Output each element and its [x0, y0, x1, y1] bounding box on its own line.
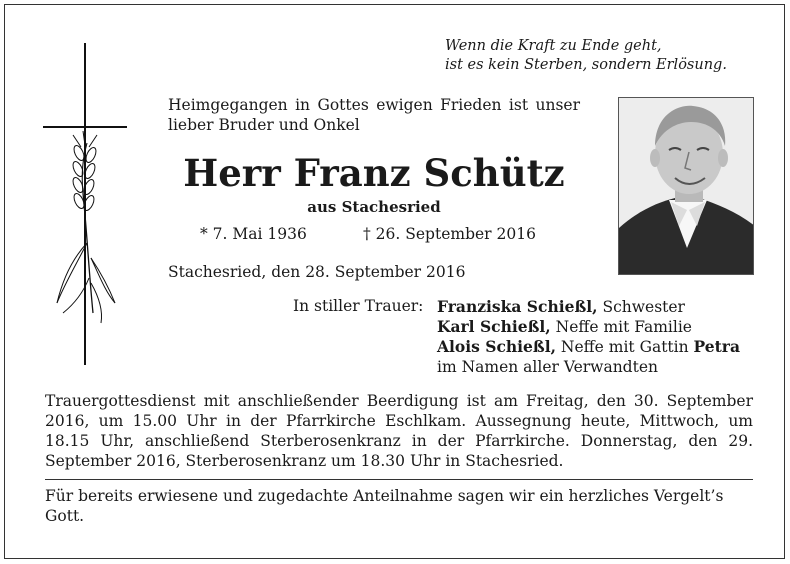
mourner-name: Karl Schießl, — [437, 317, 551, 336]
mourning-closing: im Namen aller Verwandten — [437, 358, 658, 376]
service-details: Trauergottesdienst mit anschließender Beerdigung ist am Freitag, den 30. September 2016, um 15.00 Uhr in der Pfarrkirche Eschlkam. Aussegnung heute, Mittwoch, um 18.15 Uhr, anschließend Sterberosenkranz in der Pfarrkirche. Donnerstag, den 29. September 2016, Sterberosenkranz um 18.30 Uhr in Stachesried. — [45, 392, 753, 470]
mourner-relation: Schwester — [602, 298, 685, 316]
obituary-card — [4, 4, 785, 559]
deceased-name: Herr Franz Schütz — [183, 151, 565, 195]
birth-date: * 7. Mai 1936 — [200, 225, 307, 243]
epigraph-quote — [445, 37, 755, 75]
list-item — [437, 317, 740, 337]
divider — [45, 479, 753, 480]
mourning-label: In stiller Trauer: — [293, 297, 424, 315]
death-date: † 26. September 2016 — [363, 225, 536, 243]
mourner-spouse: Petra — [693, 337, 741, 356]
intro-text: Heimgegangen in Gottes ewigen Frieden ist unser lieber Bruder und Onkel — [168, 96, 580, 134]
cross-with-wheat-icon — [43, 43, 133, 373]
mourner-relation: Neffe mit Gattin — [560, 338, 689, 356]
quote-line-1: Wenn die Kraft zu Ende geht, — [445, 38, 662, 54]
mourners-list — [437, 297, 740, 377]
mourner-name: Alois Schießl, — [437, 337, 556, 356]
deceased-origin: aus Stachesried — [307, 198, 441, 216]
thanks-text: Für bereits erwiesene und zugedachte Anteilnahme sagen wir ein herzliches Vergelt’s Gott. — [45, 487, 724, 525]
quote-line-2: ist es kein Sterben, sondern Erlösung. — [445, 57, 727, 73]
place-date: Stachesried, den 28. September 2016 — [168, 263, 466, 281]
list-item — [437, 297, 740, 317]
portrait-photo — [618, 97, 754, 275]
mourner-name: Franziska Schießl, — [437, 297, 598, 316]
list-item — [437, 337, 740, 357]
mourner-relation: Neffe mit Familie — [555, 318, 692, 336]
